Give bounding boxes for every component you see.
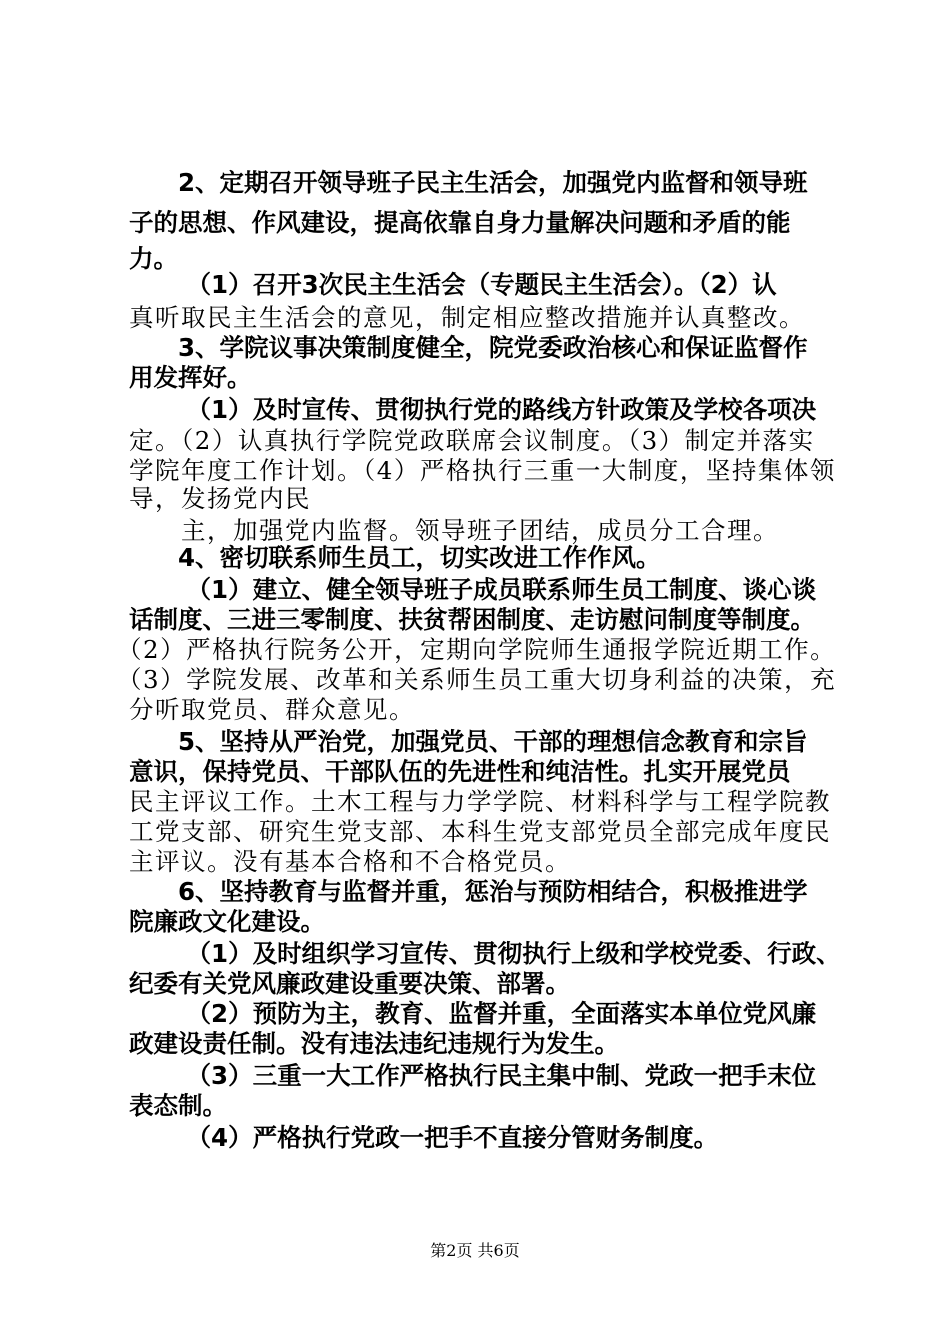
page-footer: 第2页 共6页: [430, 1241, 520, 1260]
text-line: 导，发扬党内民: [129, 484, 311, 513]
text-line: （2）预防为主，教育、监督并重，全面落实本单位党风廉: [129, 999, 817, 1028]
text-line: 民主评议工作。土木工程与力学学院、材料科学与工程学院教: [129, 787, 831, 816]
text-line: 学院年度工作计划。（4）严格执行三重一大制度，坚持集体领: [129, 456, 836, 485]
text-line: 意识，保持党员、干部队伍的先进性和纯洁性。扎实开展党员: [129, 757, 791, 786]
text-line: 表态制。: [129, 1091, 227, 1120]
text-line: （1）建立、健全领导班子成员联系师生员工制度、谈心谈: [129, 575, 817, 604]
text-line: （3）三重一大工作严格执行民主集中制、党政一把手末位: [129, 1061, 817, 1090]
text-line: 分听取党员、群众意见。: [129, 695, 415, 724]
text-line: 主评议。没有基本合格和不合格党员。: [129, 847, 571, 876]
text-line: 2、定期召开领导班子民主生活会，加强党内监督和领导班: [129, 168, 808, 197]
text-line: （2）严格执行院务公开，定期向学院师生通报学院近期工作。: [117, 635, 837, 664]
text-line: 6、坚持教育与监督并重，惩治与预防相结合，积极推进学: [129, 877, 808, 906]
text-line: 话制度、三进三零制度、扶贫帮困制度、走访慰问制度等制度。: [129, 605, 815, 634]
text-line: 院廉政文化建设。: [129, 907, 325, 936]
text-line: 政建设责任制。没有违法违纪违规行为发生。: [129, 1029, 619, 1058]
text-line: 力。: [129, 244, 178, 273]
text-line: 子的思想、作风建设，提高依靠自身力量解决问题和矛盾的能: [129, 208, 791, 237]
text-line: （1）及时组织学习宣传、贯彻执行上级和学校党委、行政、: [129, 939, 841, 968]
text-line: 用发挥好。: [129, 363, 252, 392]
text-line: （3）学院发展、改革和关系师生员工重大切身利益的决策，充: [117, 665, 837, 694]
text-line: 主，加强党内监督。领导班子团结，成员分工合理。: [129, 516, 779, 545]
text-line: （1）召开3次民主生活会（专题民主生活会）。（2）认: [129, 270, 777, 299]
text-line: （1）及时宣传、贯彻执行党的路线方针政策及学校各项决: [129, 395, 817, 424]
text-line: 工党支部、研究生党支部、本科生党支部党员全部完成年度民: [129, 817, 831, 846]
text-line: 纪委有关党风廉政建设重要决策、部署。: [129, 969, 570, 998]
text-line: 4、密切联系师生员工，切实改进工作作风。: [129, 543, 661, 572]
text-line: 真听取民主生活会的意见，制定相应整改措施并认真整改。: [129, 303, 805, 332]
text-line: 定。（2）认真执行学院党政联席会议制度。（3）制定并落实: [129, 426, 815, 455]
text-line: 5、坚持从严治党，加强党员、干部的理想信念教育和宗旨: [129, 727, 808, 756]
text-line: 3、学院议事决策制度健全，院党委政治核心和保证监督作: [129, 333, 808, 362]
text-line: （4）严格执行党政一把手不直接分管财务制度。: [129, 1123, 719, 1152]
